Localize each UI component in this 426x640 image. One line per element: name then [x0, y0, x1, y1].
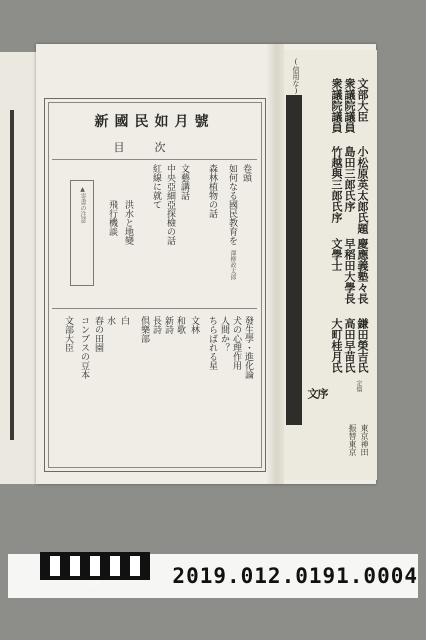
- ad-line: 早稻田大學長: [343, 238, 356, 304]
- ad-line: 文: [306, 388, 319, 399]
- toc-entry: 中央亞細亞探檢の話: [165, 164, 175, 245]
- scale-cell: [110, 556, 120, 576]
- ad-line: 文部大臣: [356, 78, 369, 122]
- toc-entry: 長詩: [151, 316, 161, 334]
- toc-magazine-title: 新國民如月號: [94, 114, 215, 130]
- toc-entry: 如何なる國民教育を: [227, 164, 237, 245]
- ad-line: 衆議院議員: [343, 78, 356, 133]
- ad-price: 定價: [355, 380, 362, 392]
- scale-cell: [90, 556, 100, 576]
- toc-entry: 紅線に就て: [151, 164, 161, 209]
- toc-entry: 水: [105, 316, 115, 325]
- ad-line: 大町桂月氏: [330, 318, 343, 373]
- scale-cell: [130, 556, 140, 576]
- ad-line: 竹越與三郎氏序: [330, 146, 343, 223]
- toc-entry: 新詩: [163, 316, 173, 334]
- scale-cell: [50, 556, 60, 576]
- ad-publisher: 東京神田: [360, 424, 369, 456]
- ad-line: 島田三郎氏序: [343, 146, 356, 212]
- ad-line: 序: [316, 388, 329, 399]
- toc-mokuji-heading: 目次: [52, 137, 257, 160]
- toc-entry-author: 澤柳政太郎: [229, 250, 236, 280]
- ad-publisher: 振替東京: [348, 424, 357, 456]
- toc-entry: 文林: [189, 316, 199, 334]
- ad-banner: [286, 95, 302, 425]
- toc-entry: 洪水と地變: [123, 200, 133, 245]
- toc-entry: 犬の心理作用: [231, 316, 241, 370]
- toc-entry: ちらばれる星: [207, 316, 217, 370]
- side-note: ▲寄書の注意: [79, 186, 86, 223]
- toc-entry: 發生學・進化論: [243, 316, 253, 379]
- scale-bar: [40, 552, 150, 580]
- toc-entry: 文部大臣: [63, 316, 73, 352]
- accession-number: 2019.012.0191.0004: [172, 564, 418, 588]
- ad-line: 衆議院議員: [330, 78, 343, 133]
- ad-header: (信用な): [292, 58, 300, 95]
- toc-entry: 春の田園: [93, 316, 103, 352]
- left-page-edge: [0, 52, 39, 484]
- toc-entry: 倶樂部: [139, 316, 149, 343]
- toc-entry: 飛行機談: [107, 200, 117, 236]
- ad-line: 文學士: [330, 238, 343, 271]
- toc-entry: 卷頭: [241, 164, 251, 182]
- toc-entry: 森林植物の話: [207, 164, 217, 218]
- ad-line: 小松原英太郎氏題: [356, 146, 369, 234]
- toc-entry: 白: [119, 316, 129, 325]
- ad-line: 慶應義塾々長: [356, 238, 369, 304]
- toc-entry: 和歌: [175, 316, 185, 334]
- toc-entry: 人間か？: [219, 316, 229, 352]
- toc-divider: [52, 308, 257, 309]
- ad-line: 高田早苗氏: [343, 318, 356, 373]
- toc-entry: コンブスの豆本: [79, 316, 89, 379]
- ad-line: 鎌田榮吉氏: [356, 318, 369, 373]
- left-page-strip: [10, 110, 14, 440]
- book-gutter: [266, 44, 284, 484]
- toc-entry: 文藝講話: [179, 164, 189, 200]
- scale-cell: [70, 556, 80, 576]
- scale-unit: cm: [90, 580, 100, 587]
